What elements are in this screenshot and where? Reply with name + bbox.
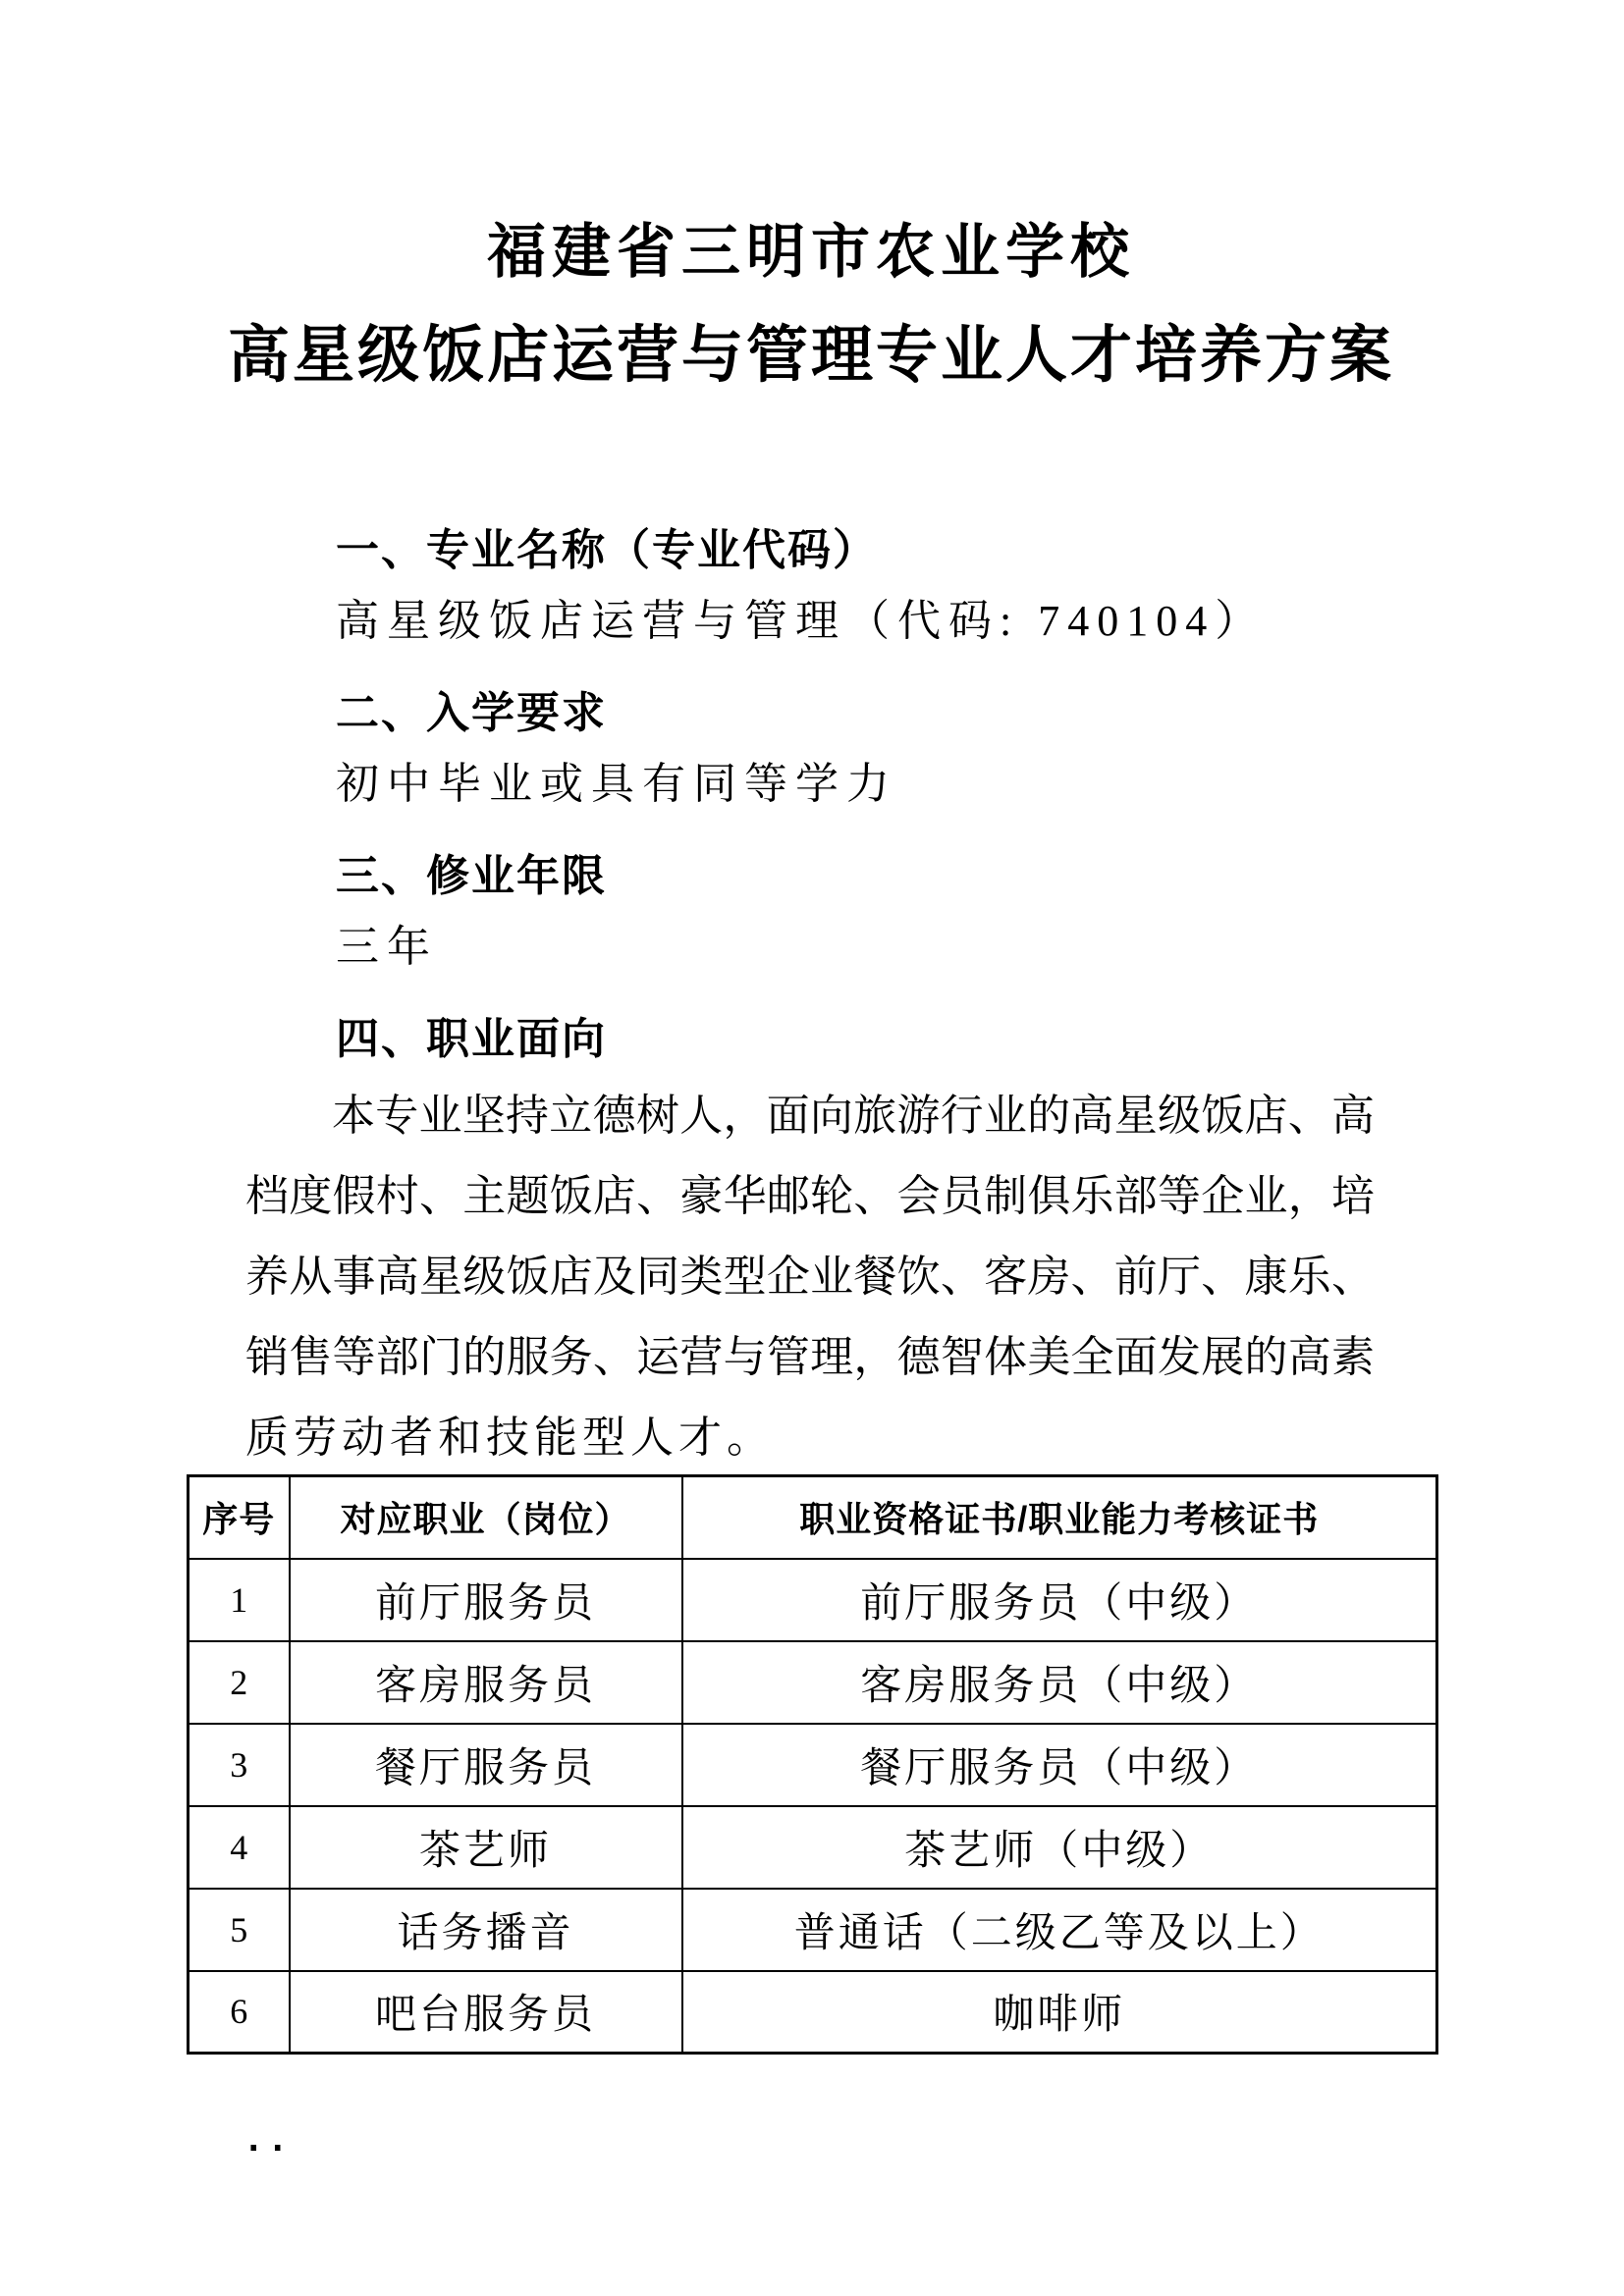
header-cell-job: 对应职业（岗位） bbox=[290, 1476, 682, 1559]
row-job: 话务播音 bbox=[290, 1889, 682, 1971]
row-no: 6 bbox=[189, 1971, 290, 2054]
paragraph-line: 档度假村、主题饭店、豪华邮轮、会员制俱乐部等企业，培 bbox=[245, 1172, 1375, 1220]
career-orientation-paragraph bbox=[245, 1092, 1375, 1463]
table-row bbox=[189, 1641, 1437, 1724]
footer-artifact-mark: .. bbox=[244, 2120, 292, 2160]
table-row bbox=[189, 1724, 1437, 1806]
section-1-heading: 一、专业名称（专业代码） bbox=[336, 526, 878, 574]
table-row bbox=[189, 1806, 1437, 1889]
row-no: 2 bbox=[189, 1641, 290, 1724]
table-row bbox=[189, 1889, 1437, 1971]
row-cert: 客房服务员（中级） bbox=[682, 1641, 1437, 1724]
section-2-body: 初中毕业或具有同等学力 bbox=[336, 760, 897, 808]
table-row bbox=[189, 1559, 1437, 1641]
row-no: 1 bbox=[189, 1559, 290, 1641]
section-3-body: 三年 bbox=[336, 923, 438, 971]
jobs-certificates-table bbox=[187, 1474, 1438, 2055]
section-4-heading: 四、职业面向 bbox=[336, 1015, 607, 1063]
paragraph-line: 本专业坚持立德树人，面向旅游行业的高星级饭店、高 bbox=[332, 1092, 1375, 1140]
paragraph-line: 销售等部门的服务、运营与管理，德智体美全面发展的高素 bbox=[245, 1333, 1375, 1381]
row-job: 客房服务员 bbox=[290, 1641, 682, 1724]
doc-title-line-2: 高星级饭店运营与管理专业人才培养方案 bbox=[228, 321, 1394, 390]
header-cell-cert: 职业资格证书/职业能力考核证书 bbox=[682, 1476, 1437, 1559]
row-job: 茶艺师 bbox=[290, 1806, 682, 1889]
row-cert: 普通话（二级乙等及以上） bbox=[682, 1889, 1437, 1971]
row-no: 4 bbox=[189, 1806, 290, 1889]
table-header-row bbox=[189, 1476, 1437, 1559]
document-content bbox=[187, 0, 1435, 2055]
row-job: 餐厅服务员 bbox=[290, 1724, 682, 1806]
paragraph-line: 养从事高星级饭店及同类型企业餐饮、客房、前厅、康乐、 bbox=[245, 1253, 1375, 1301]
section-3-heading: 三、修业年限 bbox=[336, 852, 607, 900]
section-1-body: 高星级饭店运营与管理（代码: 740104） bbox=[336, 597, 1267, 645]
doc-title-line-1: 福建省三明市农业学校 bbox=[487, 220, 1135, 285]
row-cert: 咖啡师 bbox=[682, 1971, 1437, 2054]
section-2-heading: 二、入学要求 bbox=[336, 689, 607, 737]
paragraph-line: 质劳动者和技能型人才。 bbox=[245, 1414, 775, 1462]
row-no: 5 bbox=[189, 1889, 290, 1971]
row-cert: 前厅服务员（中级） bbox=[682, 1559, 1437, 1641]
row-cert: 餐厅服务员（中级） bbox=[682, 1724, 1437, 1806]
table-row bbox=[189, 1971, 1437, 2054]
row-job: 前厅服务员 bbox=[290, 1559, 682, 1641]
header-cell-no: 序号 bbox=[189, 1476, 290, 1559]
row-no: 3 bbox=[189, 1724, 290, 1806]
row-job: 吧台服务员 bbox=[290, 1971, 682, 2054]
row-cert: 茶艺师（中级） bbox=[682, 1806, 1437, 1889]
